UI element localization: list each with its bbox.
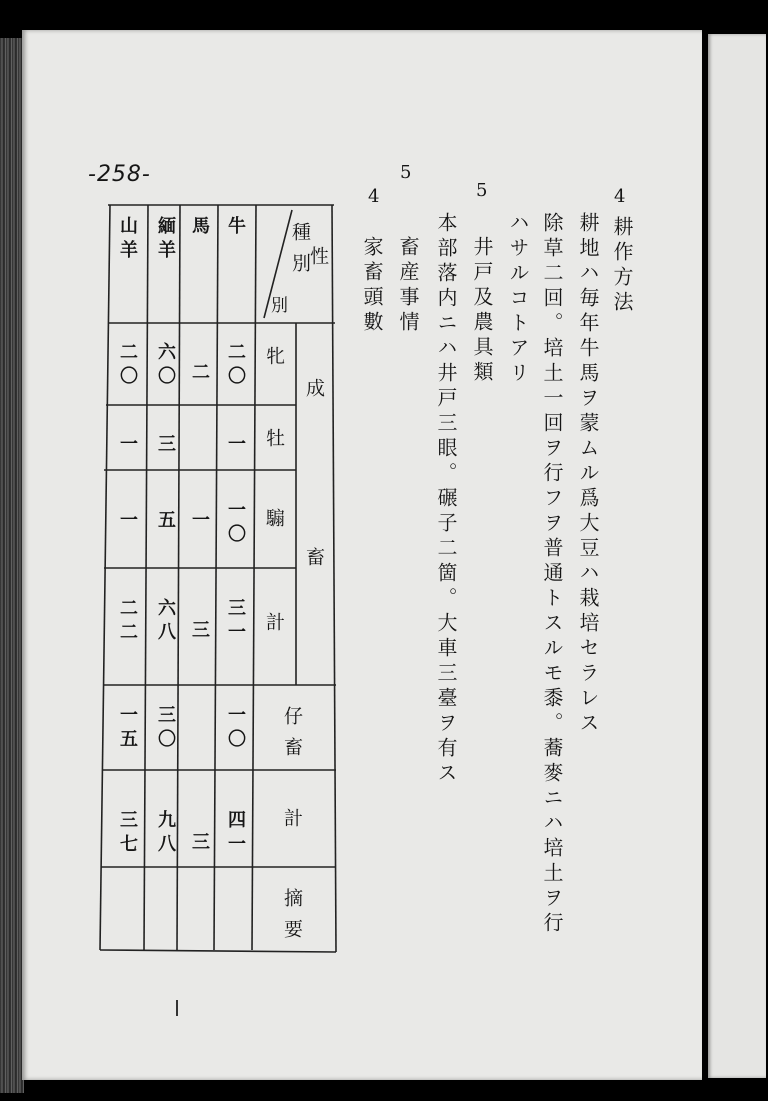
subsection-marker: 4 bbox=[368, 186, 380, 207]
item5-marker: 5 bbox=[476, 180, 488, 201]
cell-cattle-young: 一〇 bbox=[225, 705, 246, 753]
item4-title: 耕作方法 bbox=[610, 216, 634, 316]
text-line-3: ハサルコトアリ bbox=[506, 212, 530, 387]
cell-cattle-bull: 二〇 bbox=[225, 342, 246, 390]
cell-goat-gelding: 一 bbox=[117, 510, 138, 534]
cell-horse-total: 三 bbox=[189, 832, 210, 856]
cell-sheep-young: 三〇 bbox=[155, 705, 176, 753]
cell-goat-total: 三七 bbox=[117, 810, 138, 858]
col-header-subtotal: 計 bbox=[263, 612, 285, 643]
cell-goat-young: 一五 bbox=[117, 705, 138, 753]
cell-horse-subtotal: 三 bbox=[189, 620, 210, 644]
cell-goat-bull: 二〇 bbox=[117, 342, 138, 390]
cell-goat-subtotal: 二二 bbox=[117, 598, 138, 646]
cell-sheep-subtotal: 六八 bbox=[155, 598, 176, 646]
row-kind-goat: 山羊 bbox=[117, 216, 138, 264]
cell-horse-bull: 二 bbox=[189, 362, 210, 386]
group-adult-header: 成畜 bbox=[303, 378, 325, 716]
section-marker: 5 bbox=[400, 162, 412, 183]
item5-title: 井戸及農具類 bbox=[470, 236, 494, 386]
subsection-title: 家畜頭數 bbox=[360, 236, 384, 336]
col-header-young: 仔畜 bbox=[281, 706, 303, 768]
col-header-total: 計 bbox=[281, 808, 303, 839]
table-corner-bie: 別 bbox=[267, 296, 287, 325]
row-kind-sheep: 緬羊 bbox=[155, 216, 176, 264]
cell-cattle-total: 四一 bbox=[225, 810, 246, 858]
section-title: 畜産事情 bbox=[396, 236, 420, 336]
table-corner-sex: 性 bbox=[307, 246, 329, 277]
cell-cattle-subtotal: 三一 bbox=[225, 598, 246, 646]
cell-goat-cow: 一 bbox=[117, 434, 138, 458]
cell-sheep-bull: 六〇 bbox=[155, 342, 176, 390]
cell-sheep-gelding: 五 bbox=[155, 510, 176, 534]
text-line-1: 耕地ハ毎年牛馬ヲ蒙ムル爲大豆ハ栽培セラレス bbox=[576, 212, 600, 737]
cell-cattle-gelding: 一〇 bbox=[225, 500, 246, 548]
text-line-2: 除草二回。培土一回ヲ行フヲ普通トスルモ黍。蕎麥ニハ培土ヲ行 bbox=[540, 212, 564, 937]
col-header-bull: 牝 bbox=[263, 346, 285, 377]
cell-sheep-cow: 三 bbox=[155, 434, 176, 458]
text-line-4: 本部落内ニハ井戸三眼。碾子二箇。大車三臺ヲ有ス bbox=[434, 212, 458, 787]
col-header-remarks: 摘要 bbox=[281, 888, 303, 950]
row-kind-horse: 馬 bbox=[189, 216, 210, 240]
bottom-tick-mark bbox=[176, 1000, 178, 1016]
page-number: -258- bbox=[88, 162, 151, 187]
item4-marker: 4 bbox=[614, 186, 626, 207]
table-corner-kind: 種別 bbox=[289, 222, 311, 284]
cell-horse-gelding: 一 bbox=[189, 510, 210, 534]
col-header-cow: 牡 bbox=[263, 428, 285, 459]
cell-sheep-total: 九八 bbox=[155, 810, 176, 858]
row-kind-cattle: 牛 bbox=[225, 216, 246, 240]
cell-cattle-cow: 一 bbox=[225, 434, 246, 458]
col-header-gelding: 騸 bbox=[263, 508, 285, 539]
